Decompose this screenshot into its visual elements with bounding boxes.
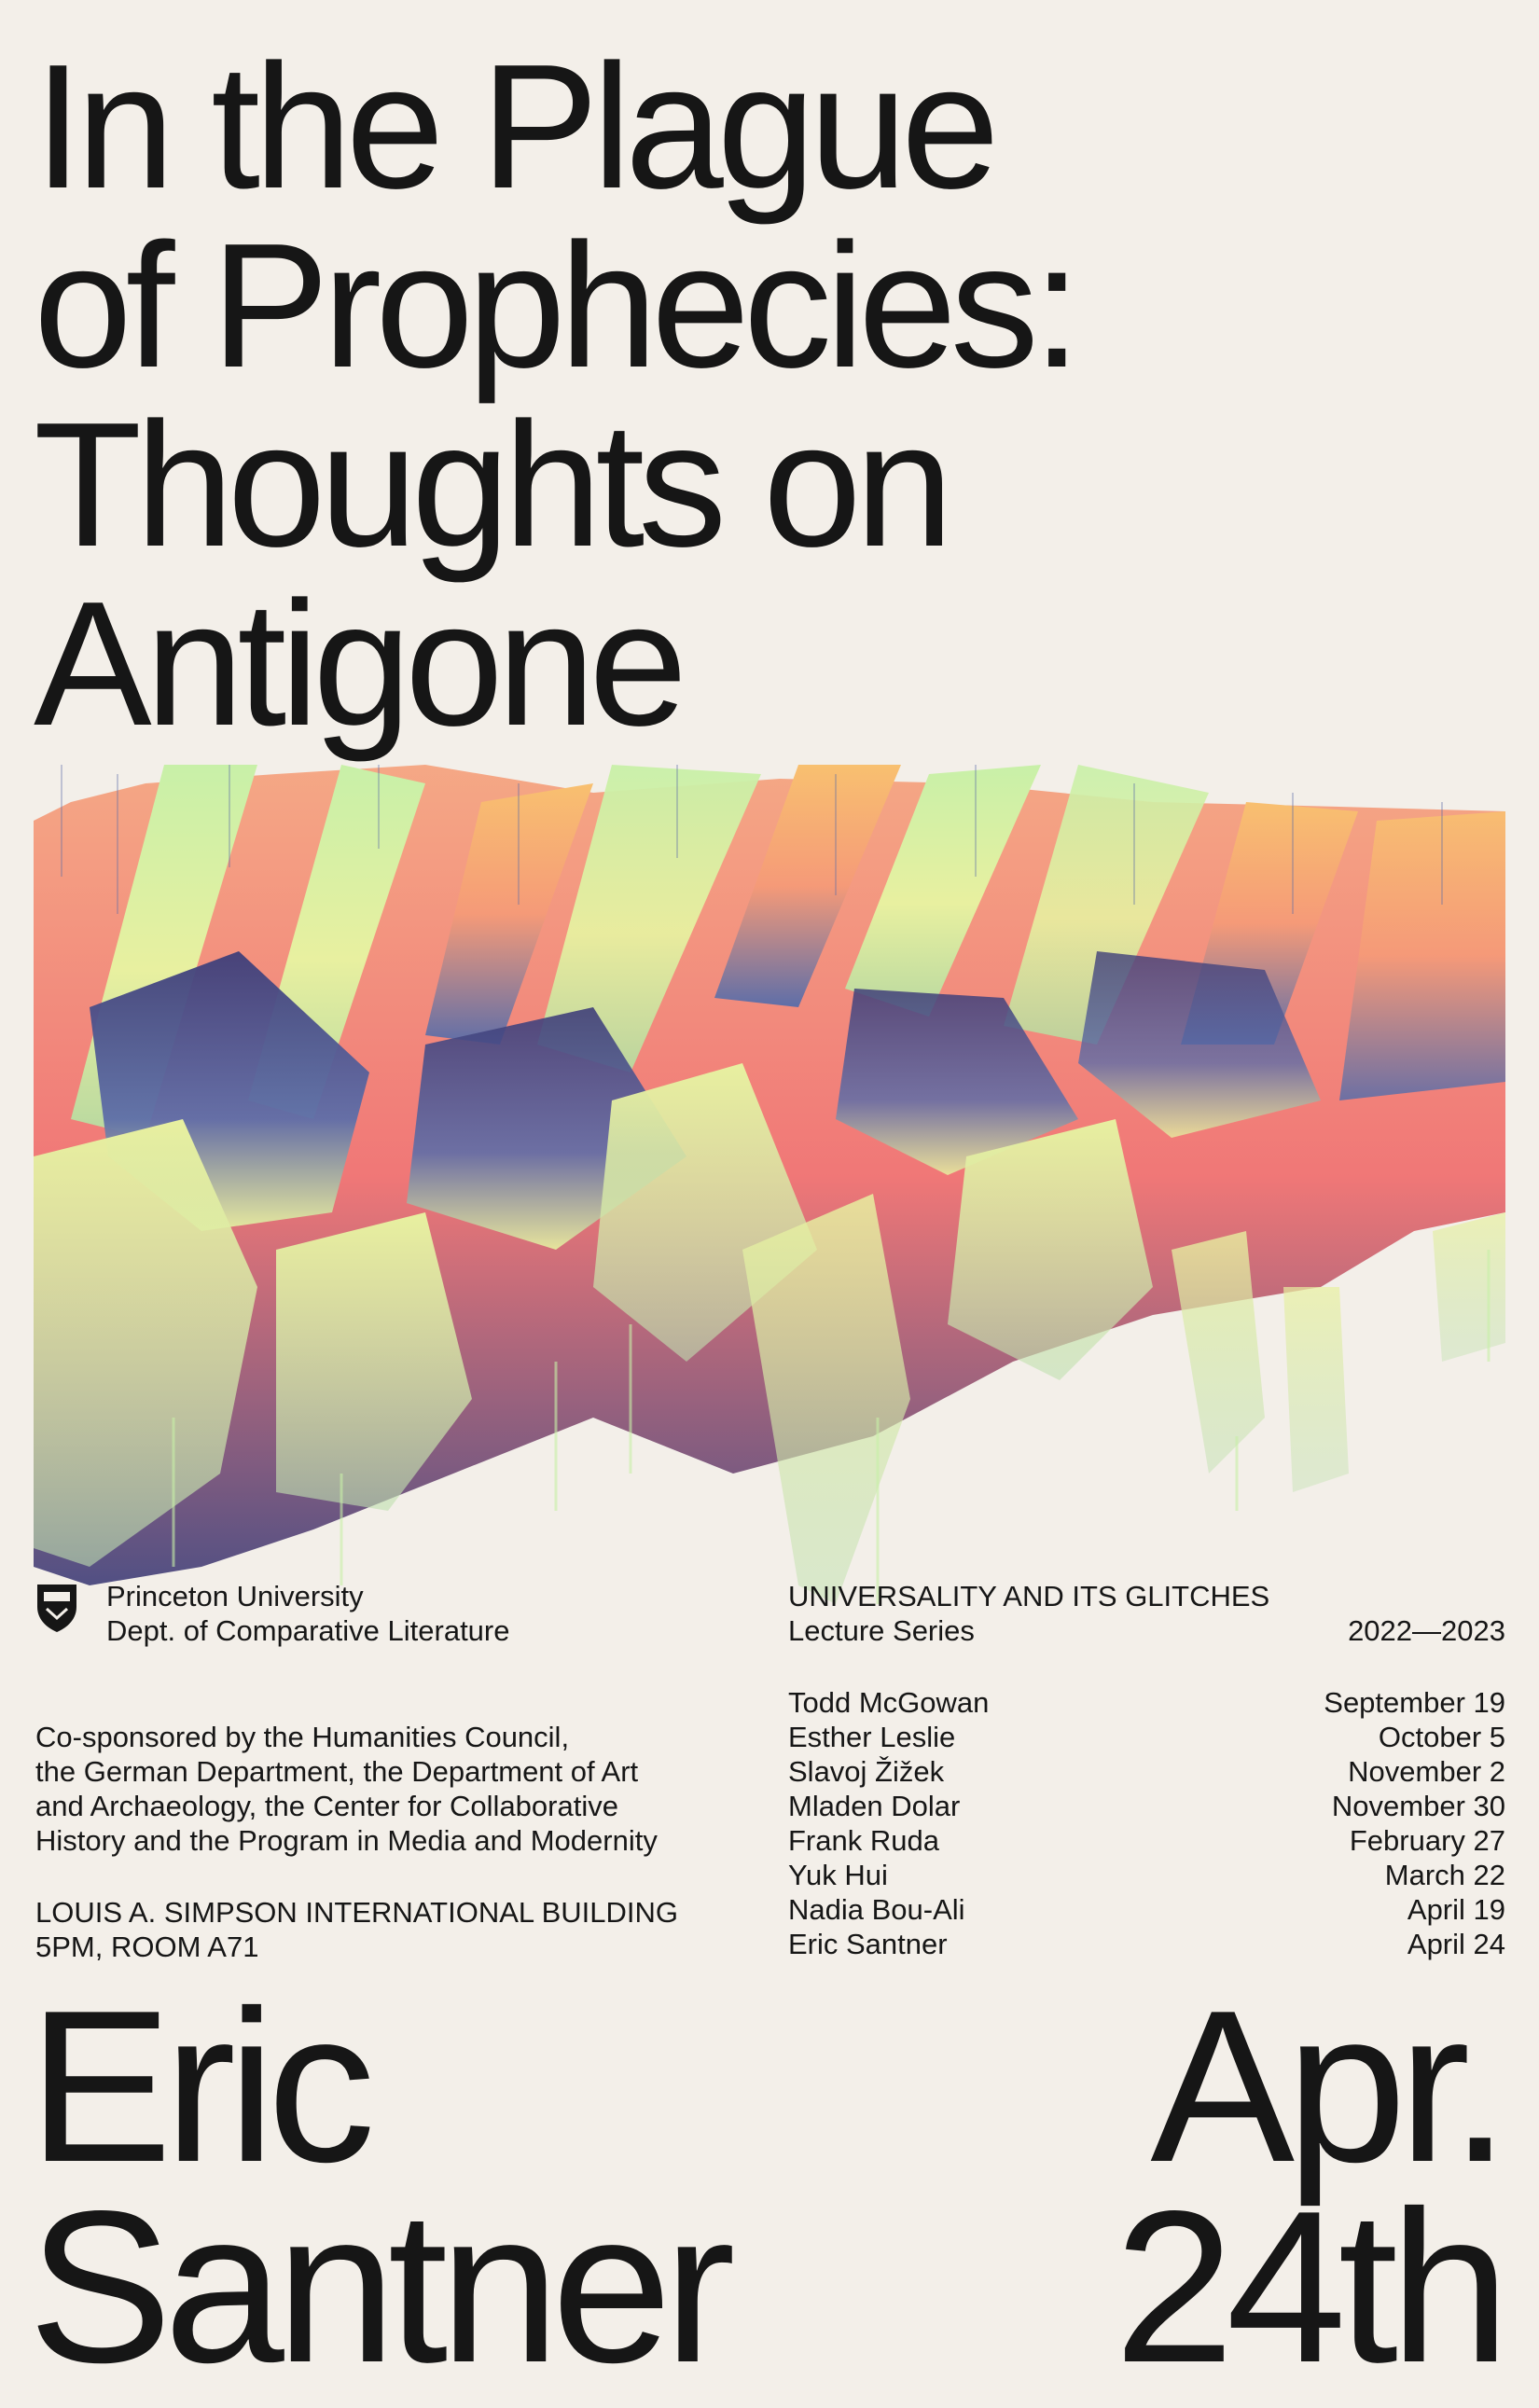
schedule-date: April 24: [1407, 1928, 1505, 1960]
poster-title: [34, 28, 1489, 763]
department-name: Dept. of Comparative Literature: [106, 1614, 510, 1647]
schedule-date: November 2: [1348, 1755, 1505, 1788]
featured-speaker: [28, 1966, 728, 2408]
schedule-speaker: Todd McGowan: [788, 1686, 990, 1719]
glitch-artwork: [34, 765, 1505, 1604]
schedule-speaker: Esther Leslie: [788, 1721, 956, 1753]
schedule-speaker: Nadia Bou-Ali: [788, 1893, 965, 1926]
princeton-shield-icon: [35, 1581, 78, 1633]
series-name: UNIVERSALITY AND ITS GLITCHES: [788, 1580, 1270, 1612]
schedule-date: October 5: [1378, 1721, 1505, 1753]
series-years-text: 2022—2023: [1348, 1614, 1505, 1647]
cosponsors: [35, 1720, 658, 1858]
schedule-speakers: [788, 1685, 989, 1961]
title-line-1: In the Plague: [34, 28, 993, 226]
schedule-speaker: Eric Santner: [788, 1928, 948, 1960]
speaker-last-name: Santner: [28, 2166, 728, 2408]
schedule-date: April 19: [1407, 1893, 1505, 1926]
cosponsor-line: Co-sponsored by the Humanities Council,: [35, 1721, 570, 1753]
schedule-speaker: Mladen Dolar: [788, 1790, 961, 1822]
schedule-speaker: Frank Ruda: [788, 1824, 939, 1857]
venue-time-room: 5PM, ROOM A71: [35, 1931, 259, 1963]
series-info: [788, 1579, 1269, 1648]
title-line-2: of Prophecies:: [34, 207, 1075, 405]
series-subtitle: Lecture Series: [788, 1614, 975, 1647]
glitch-artwork-graphic: [34, 765, 1505, 1604]
schedule-speaker: Yuk Hui: [788, 1859, 888, 1891]
schedule-date: September 19: [1324, 1686, 1505, 1719]
title-line-3: Thoughts on: [34, 386, 948, 584]
schedule-date: February 27: [1349, 1824, 1505, 1857]
venue-building: LOUIS A. SIMPSON INTERNATIONAL BUILDING: [35, 1896, 679, 1929]
schedule-speaker: Slavoj Žižek: [788, 1755, 945, 1788]
series-years: [1348, 1613, 1505, 1648]
host-info: [106, 1579, 510, 1648]
cosponsor-line: History and the Program in Media and Modernity: [35, 1824, 658, 1857]
title-line-4: Antigone: [34, 565, 682, 763]
event-day: 24th: [1114, 2166, 1502, 2408]
cosponsor-line: and Archaeology, the Center for Collaborative: [35, 1790, 618, 1822]
schedule-dates: [1324, 1685, 1505, 1961]
event-date: [1114, 1966, 1502, 2408]
cosponsor-line: the German Department, the Department of Art: [35, 1755, 639, 1788]
speaker-first-name: Eric: [28, 1966, 367, 2207]
schedule-date: November 30: [1331, 1790, 1505, 1822]
event-month: Apr.: [1150, 1966, 1502, 2207]
venue: [35, 1895, 678, 1964]
schedule-date: March 22: [1384, 1859, 1505, 1891]
university-name: Princeton University: [106, 1580, 364, 1612]
